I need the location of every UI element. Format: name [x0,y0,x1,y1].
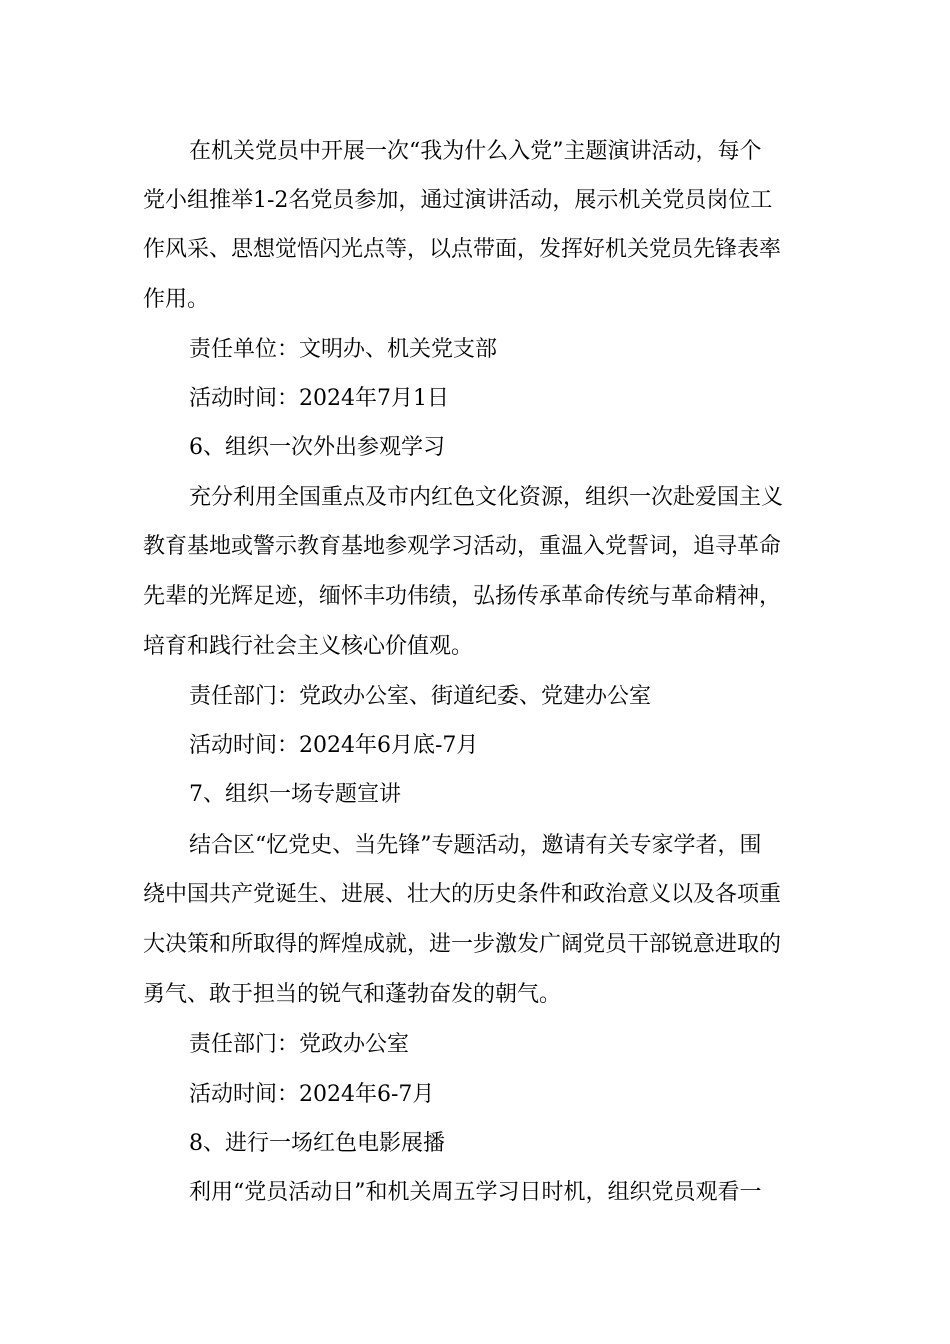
paragraph-line: 绕中国共产党诞生、进展、壮大的历史条件和政治意义以及各项重 [143,882,782,907]
paragraph-line: 作风采、思想觉悟闪光点等，以点带面，发挥好机关党员先锋表率 [143,237,782,262]
paragraph-line: 先辈的光辉足迹，缅怀丰功伟绩，弘扬传承革命传统与革命精神， [143,584,782,609]
responsible-dept-line: 责任部门：党政办公室、街道纪委、党建办公室 [189,684,652,709]
section-heading: 7、组织一场专题宣讲 [189,782,401,807]
paragraph-line: 教育基地或警示教育基地参观学习活动，重温入党誓词，追寻革命 [143,534,782,559]
paragraph-line: 勇气、敢于担当的锐气和蓬勃奋发的朝气。 [143,982,562,1007]
activity-time-line: 活动时间：2024年7月1日 [189,386,449,411]
paragraph-line: 充分利用全国重点及市内红色文化资源，组织一次赴爱国主义 [189,485,784,510]
paragraph-line: 作用。 [143,287,210,312]
responsible-dept-line: 责任部门：党政办公室 [189,1032,410,1057]
paragraph-line: 利用“党员活动日”和机关周五学习日时机，组织党员观看一 [189,1180,762,1205]
paragraph-line: 党小组推举1-2名党员参加，通过演讲活动，展示机关党员岗位工 [143,188,773,213]
paragraph-line: 培育和践行社会主义核心价值观。 [143,634,474,659]
section-heading: 6、组织一次外出参观学习 [189,435,445,460]
section-heading: 8、进行一场红色电影展播 [189,1131,445,1156]
responsible-unit-line: 责任单位：文明办、机关党支部 [189,337,498,362]
activity-time-line: 活动时间：2024年6-7月 [189,1082,435,1107]
paragraph-line: 结合区“忆党史、当先锋”专题活动，邀请有关专家学者，围 [189,833,762,858]
activity-time-line: 活动时间：2024年6月底-7月 [189,733,479,758]
paragraph-line: 在机关党员中开展一次“我为什么入党”主题演讲活动，每个 [189,139,762,164]
paragraph-line: 大决策和所取得的辉煌成就，进一步激发广阔党员干部锐意进取的 [143,932,782,957]
